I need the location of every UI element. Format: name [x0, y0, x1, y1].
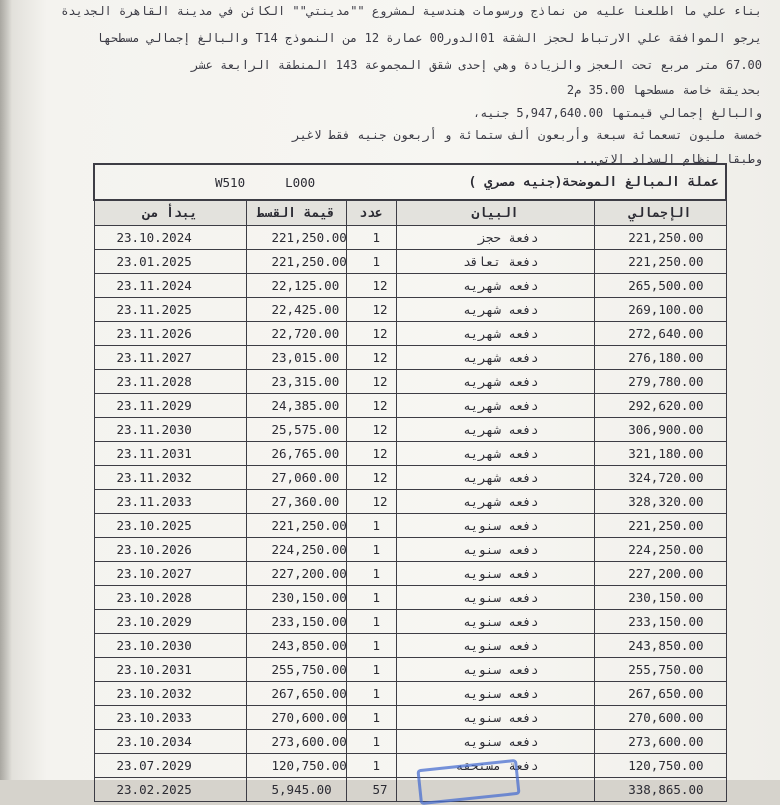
col-count: عدد [346, 200, 396, 226]
table-row [94, 226, 726, 250]
cell-count: 12 [346, 370, 396, 394]
table-row [94, 322, 726, 346]
cell-start-date: 23.11.2028 [94, 370, 246, 394]
cell-installment: 221,250.00 [246, 250, 346, 274]
cell-description: دفعه سنويه [396, 538, 594, 562]
cell-total: 224,250.00 [594, 538, 726, 562]
cell-start-date: 23.11.2024 [94, 274, 246, 298]
cell-count: 1 [346, 514, 396, 538]
cell-installment: 233,150.00 [246, 610, 346, 634]
cell-start-date: 23.10.2026 [94, 538, 246, 562]
cell-count: 12 [346, 418, 396, 442]
cell-installment: 26,765.00 [246, 442, 346, 466]
cell-total: 324,720.00 [594, 466, 726, 490]
cell-description: دفعه سنويه [396, 658, 594, 682]
cell-description: دفعه شهريه [396, 442, 594, 466]
table-row [94, 274, 726, 298]
cell-installment: 273,600.00 [246, 730, 346, 754]
cell-total: 230,150.00 [594, 586, 726, 610]
cell-count: 12 [346, 346, 396, 370]
cell-description: دفعه شهريه [396, 394, 594, 418]
cell-count: 1 [346, 538, 396, 562]
intro-line-6: خمسة مليون تسعمائة سبعة وأربعون ألف ستمائة و أربعون جنيه فقط لاغير [292, 128, 762, 142]
cell-total: 120,750.00 [594, 754, 726, 778]
table-row [94, 778, 726, 802]
cell-count: 1 [346, 586, 396, 610]
cell-installment: 243,850.00 [246, 634, 346, 658]
col-description: البيان [396, 200, 594, 226]
cell-installment: 23,015.00 [246, 346, 346, 370]
cell-start-date: 23.10.2030 [94, 634, 246, 658]
table-row [94, 250, 726, 274]
cell-installment: 23,315.00 [246, 370, 346, 394]
cell-installment: 25,575.00 [246, 418, 346, 442]
cell-count: 1 [346, 658, 396, 682]
cell-count: 12 [346, 490, 396, 514]
cell-installment: 221,250.00 [246, 514, 346, 538]
cell-start-date: 23.10.2033 [94, 706, 246, 730]
cell-total: 270,600.00 [594, 706, 726, 730]
cell-description: دفعه سنويه [396, 514, 594, 538]
intro-line-3: 67.00 متر مربع تحت العجز والزيادة وهي إحدى شقق المجموعة 143 المنطقة الرابعة عشر [191, 58, 762, 72]
cell-start-date: 23.11.2026 [94, 322, 246, 346]
cell-start-date: 23.07.2029 [94, 754, 246, 778]
cell-installment: 5,945.00 [246, 778, 346, 802]
cell-start-date: 23.11.2031 [94, 442, 246, 466]
payment-schedule-table [93, 163, 727, 802]
table-row [94, 634, 726, 658]
code-l: L000 [285, 174, 316, 190]
cell-start-date: 23.10.2029 [94, 610, 246, 634]
cell-description: دفعه شهريه [396, 490, 594, 514]
cell-start-date: 23.02.2025 [94, 778, 246, 802]
col-start-date: يبدأ من [94, 200, 246, 226]
cell-description: دفعه سنويه [396, 682, 594, 706]
cell-start-date: 23.10.2025 [94, 514, 246, 538]
cell-total: 272,640.00 [594, 322, 726, 346]
cell-count: 1 [346, 610, 396, 634]
cell-description: دفعه شهريه [396, 274, 594, 298]
cell-installment: 224,250.00 [246, 538, 346, 562]
cell-description: دفعه سنويه [396, 586, 594, 610]
cell-count: 12 [346, 442, 396, 466]
intro-line-4: بحديقة خاصة مسطحها 35.00 م2 [566, 83, 762, 97]
cell-count: 12 [346, 274, 396, 298]
cell-start-date: 23.10.2034 [94, 730, 246, 754]
cell-description: دفعه سنويه [396, 634, 594, 658]
cell-description: دفعة حجز [396, 226, 594, 250]
intro-line-7: وطبقا لنظام السداد الاتي... [574, 152, 762, 166]
cell-total: 269,100.00 [594, 298, 726, 322]
table-row [94, 682, 726, 706]
cell-description: دفعه سنويه [396, 706, 594, 730]
cell-start-date: 23.01.2025 [94, 250, 246, 274]
cell-start-date: 23.11.2027 [94, 346, 246, 370]
table-row [94, 418, 726, 442]
table-row [94, 658, 726, 682]
cell-count: 1 [346, 634, 396, 658]
cell-count: 1 [346, 706, 396, 730]
cell-count: 1 [346, 730, 396, 754]
cell-installment: 120,750.00 [246, 754, 346, 778]
cell-start-date: 23.10.2032 [94, 682, 246, 706]
cell-total: 267,650.00 [594, 682, 726, 706]
table-row [94, 442, 726, 466]
cell-count: 1 [346, 682, 396, 706]
cell-installment: 255,750.00 [246, 658, 346, 682]
cell-start-date: 23.11.2029 [94, 394, 246, 418]
table-row [94, 754, 726, 778]
cell-count: 12 [346, 322, 396, 346]
cell-total: 255,750.00 [594, 658, 726, 682]
currency-title: عملة المبالغ الموضحة(جنيه مصري ) [468, 174, 719, 190]
intro-line-1: بناء علي ما اطلعنا عليه من نماذج ورسومات هندسية لمشروع ""مدينتي"" الكائن في مدينة القاهرة الجديدة [61, 4, 762, 18]
table-row [94, 394, 726, 418]
cell-description: دفعه سنويه [396, 730, 594, 754]
cell-description: دفعه شهريه [396, 322, 594, 346]
col-installment: قيمة القسط [246, 200, 346, 226]
code-w: W510 [215, 174, 246, 190]
cell-total: 321,180.00 [594, 442, 726, 466]
cell-installment: 227,200.00 [246, 562, 346, 586]
table-row [94, 730, 726, 754]
cell-total: 276,180.00 [594, 346, 726, 370]
col-total: الإجمالي [594, 200, 726, 226]
cell-start-date: 23.10.2031 [94, 658, 246, 682]
table-row [94, 466, 726, 490]
cell-count: 1 [346, 754, 396, 778]
cell-total: 328,320.00 [594, 490, 726, 514]
table-row [94, 298, 726, 322]
cell-total: 243,850.00 [594, 634, 726, 658]
cell-description: دفعه شهريه [396, 298, 594, 322]
table-row [94, 562, 726, 586]
cell-start-date: 23.11.2032 [94, 466, 246, 490]
table-body [94, 226, 726, 802]
cell-installment: 27,360.00 [246, 490, 346, 514]
intro-line-2: يرجو الموافقة علي الارتباط لحجز الشقة 01الدور00 عمارة 12 من النموذج T14 والبالغ إجمالي مسطحها [96, 31, 762, 45]
cell-description: دفعه شهريه [396, 466, 594, 490]
cell-start-date: 23.11.2030 [94, 418, 246, 442]
cell-total: 227,200.00 [594, 562, 726, 586]
cell-installment: 221,250.00 [246, 226, 346, 250]
cell-total: 233,150.00 [594, 610, 726, 634]
cell-description: دفعة مستحقه [396, 754, 594, 778]
cell-description: دفعه شهريه [396, 370, 594, 394]
cell-description: دفعة تعاقد [396, 250, 594, 274]
page-edge-shadow [0, 0, 12, 780]
cell-total: 273,600.00 [594, 730, 726, 754]
cell-count: 1 [346, 226, 396, 250]
cell-count: 12 [346, 298, 396, 322]
cell-installment: 27,060.00 [246, 466, 346, 490]
cell-count: 57 [346, 778, 396, 802]
cell-count: 12 [346, 466, 396, 490]
cell-total: 306,900.00 [594, 418, 726, 442]
cell-total: 292,620.00 [594, 394, 726, 418]
cell-description: دفعه شهريه [396, 418, 594, 442]
cell-start-date: 23.10.2027 [94, 562, 246, 586]
table-row [94, 706, 726, 730]
cell-count: 12 [346, 394, 396, 418]
table-row [94, 346, 726, 370]
table-row [94, 538, 726, 562]
cell-count: 1 [346, 562, 396, 586]
cell-description: دفعه سنويه [396, 610, 594, 634]
cell-installment: 24,385.00 [246, 394, 346, 418]
cell-total: 221,250.00 [594, 226, 726, 250]
table-caption-row [94, 164, 726, 200]
intro-line-5: والبالغ إجمالي قيمتها 5,947,640.00 جنيه، [472, 106, 762, 120]
cell-start-date: 23.11.2025 [94, 298, 246, 322]
cell-installment: 267,650.00 [246, 682, 346, 706]
cell-start-date: 23.10.2028 [94, 586, 246, 610]
table-caption-cell [94, 164, 726, 200]
table-row [94, 490, 726, 514]
cell-installment: 22,425.00 [246, 298, 346, 322]
cell-description: دفعه سنويه [396, 562, 594, 586]
cell-total: 221,250.00 [594, 514, 726, 538]
cell-installment: 22,720.00 [246, 322, 346, 346]
cell-description: دفعه شهريه [396, 346, 594, 370]
cell-installment: 22,125.00 [246, 274, 346, 298]
column-header-row [94, 200, 726, 226]
cell-start-date: 23.11.2033 [94, 490, 246, 514]
cell-installment: 230,150.00 [246, 586, 346, 610]
cell-total: 221,250.00 [594, 250, 726, 274]
cell-total: 265,500.00 [594, 274, 726, 298]
cell-installment: 270,600.00 [246, 706, 346, 730]
cell-total: 338,865.00 [594, 778, 726, 802]
table-row [94, 370, 726, 394]
unit-codes [215, 175, 315, 190]
cell-total: 279,780.00 [594, 370, 726, 394]
cell-start-date: 23.10.2024 [94, 226, 246, 250]
table-row [94, 610, 726, 634]
table-row [94, 514, 726, 538]
table-row [94, 586, 726, 610]
cell-count: 1 [346, 250, 396, 274]
